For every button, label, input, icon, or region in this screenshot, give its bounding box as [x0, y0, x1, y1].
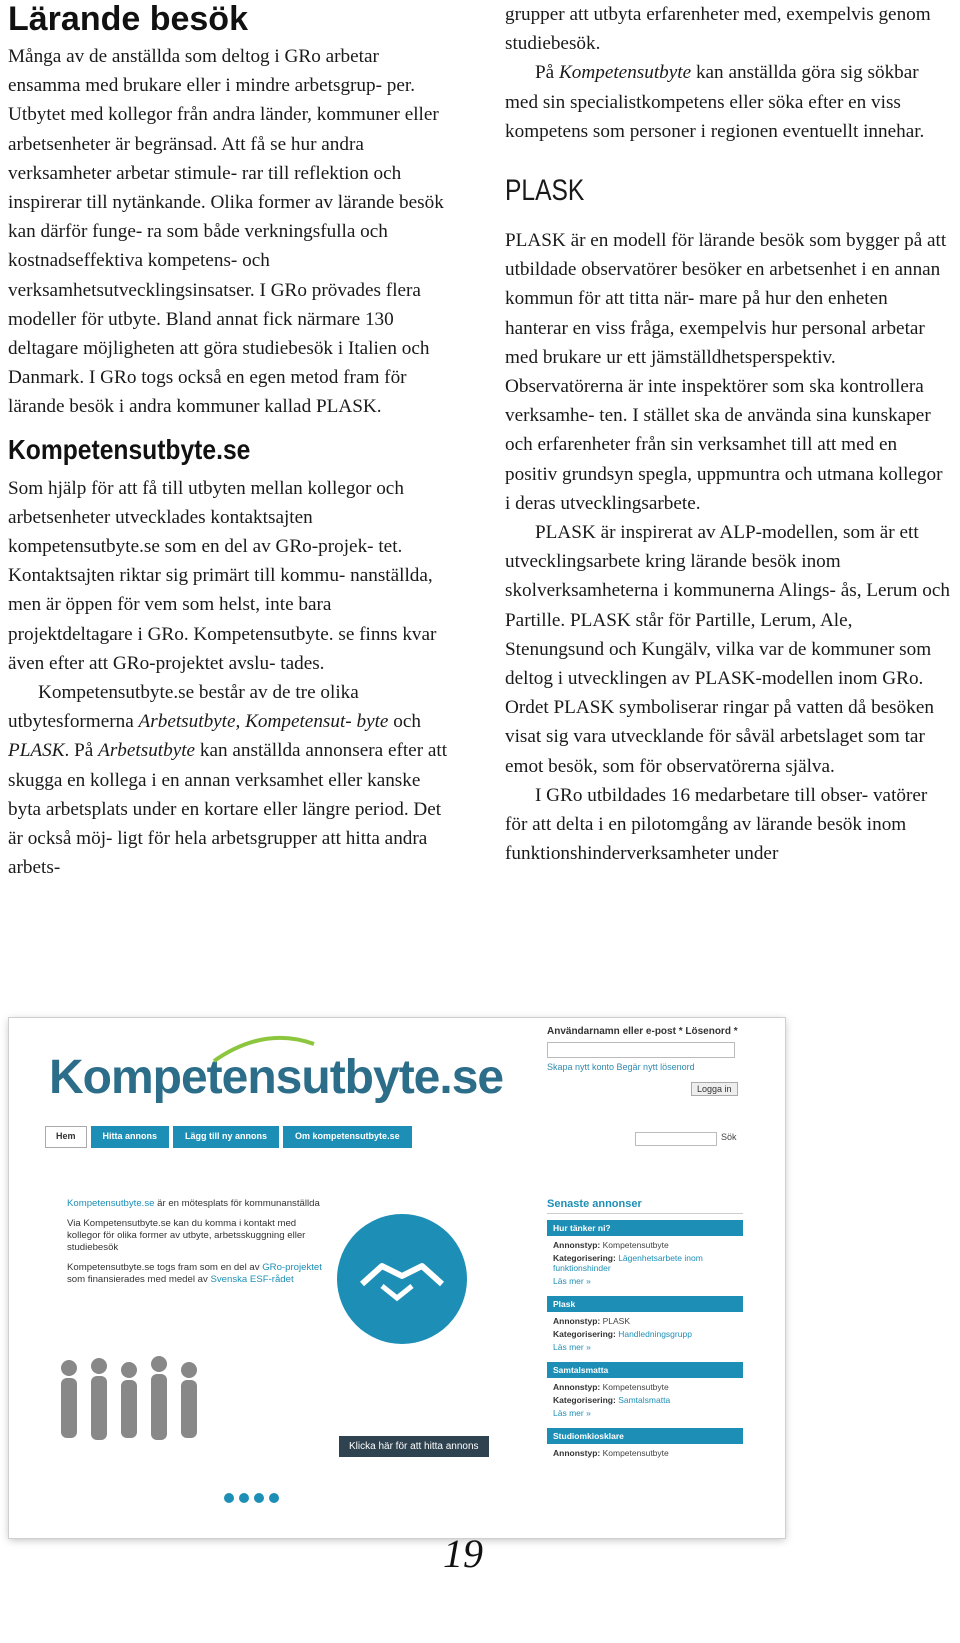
text-run: På — [535, 62, 559, 84]
promo-line-3 — [67, 1262, 327, 1286]
handshake-circle — [337, 1214, 467, 1344]
ad-category-value[interactable]: Samtalsmatta — [618, 1395, 671, 1405]
ad-type-row — [553, 1382, 743, 1392]
ad-type-row — [553, 1240, 743, 1250]
ad-type-value: Kompetensutbyte — [602, 1448, 669, 1458]
nav-item-about[interactable]: Om kompetensutbyte.se — [283, 1126, 412, 1148]
sidebar-title: Senaste annonser — [547, 1198, 743, 1214]
nav-item-find-ad[interactable]: Hitta annons — [91, 1126, 170, 1148]
site-nav — [45, 1126, 416, 1148]
kompetensutbyte-paragraph-2 — [8, 678, 456, 882]
continued-paragraph: grupper att utbyta erfarenheter med, exempelvis genom studiebesök. — [505, 4, 931, 55]
site-logo: Kompetensutbyte.se — [49, 1051, 504, 1104]
ad-item[interactable] — [547, 1220, 743, 1286]
ad-type-value: Kompetensutbyte — [602, 1240, 669, 1250]
text-run: Kompetensutbyte.se togs fram som en del av — [67, 1262, 263, 1273]
website-screenshot — [9, 1018, 785, 1538]
italic-term: PLASK — [8, 740, 65, 762]
read-more-link[interactable]: Läs mer » — [553, 1276, 591, 1286]
gro-link[interactable]: GRo-projektet — [262, 1262, 322, 1273]
latest-ads-sidebar — [547, 1198, 743, 1468]
promo-link[interactable]: Kompetensutbyte.se — [67, 1198, 155, 1209]
italic-term: Arbetsutbyte — [98, 740, 196, 762]
intro-paragraph: Många av de anställda som deltog i GRo arbetar ensamma med brukare eller i mindre arbetsgrup- per. Utbytet med kollegor från andra länder, kommuner eller arbetsenheter är begränsad. Att få se hur andra verksamheter arbetar stimule- rar till reflektion och inspirerar till nytänkande. Olika former av lärande besök kan därför funge- ra som både verkningsfulla och kostnadseffektiva kompetens- och verksamhetsutvecklingsinsatser. I GRo prövades flera modeller för utbyte. Bland annat fick närmare 130 deltagare möjligheten att göra studiebesök i Italien och Danmark. I GRo togs också en egen metod fram för lärande besök i andra kommuner kallad PLASK. — [8, 46, 444, 418]
ad-item[interactable] — [547, 1362, 743, 1418]
text-run: kan anställda annonsera efter att skugga en kollega i en annan verksamhet eller kanske byta arbetsplats under en kortare eller längre period. Det är också möj- ligt för hela arbetsgrupper att hitta andra arbets- — [8, 740, 448, 879]
ad-type-value: Kompetensutbyte — [602, 1382, 669, 1392]
ad-type-row — [553, 1448, 743, 1458]
ad-category-value[interactable]: Handledningsgrupp — [618, 1329, 692, 1339]
left-column — [8, 0, 456, 882]
nav-item-home[interactable]: Hem — [45, 1126, 87, 1148]
ad-type-key: Annonstyp: — [553, 1316, 601, 1326]
text-run: och — [388, 711, 421, 733]
ad-category-value[interactable]: Lägenhetsarbete inom funktionshinder — [553, 1253, 703, 1273]
people-illustration — [49, 1348, 349, 1528]
login-input[interactable] — [547, 1042, 735, 1058]
nav-item-new-ad[interactable]: Lägg till ny annons — [173, 1126, 279, 1148]
kompetensutbyte-paragraph-1: Som hjälp för att få till utbyten mellan kollegor och arbetsenheter utvecklades kontaktsajten kompetensutbyte.se som en del av GRo-projek- tet. Kontaktsajten riktar sig primärt till kommu- nanställda, men är öppen för vem som helst, inte bara projektdeltagare i GRo. Kompetensutbyte. se finns kvar även efter att GRo-projektet avslu- tades. — [8, 477, 437, 674]
read-more-link[interactable]: Läs mer » — [553, 1408, 591, 1418]
promo-text — [67, 1198, 327, 1294]
section-heading-kompetensutbyte: Kompetensutbyte.se — [8, 433, 251, 465]
kompetensutbyte-search-paragraph — [505, 58, 952, 146]
page-number: 19 — [443, 1531, 483, 1576]
login-label: Användarnamn eller e-post * Lösenord * — [547, 1026, 738, 1037]
ad-category-key: Kategorisering: — [553, 1253, 616, 1263]
logo-swirl-icon — [209, 1026, 319, 1066]
plask-paragraph-3: I GRo utbildades 16 medarbetare till obser- vatörer för att delta i en pilotomgång av lärande besök inom funktionshinderverksamheter under — [505, 784, 928, 865]
ad-type-row — [553, 1316, 743, 1326]
text-run: . På — [64, 740, 99, 762]
search-input[interactable] — [635, 1132, 717, 1146]
text-run: som finansierades med medel av — [67, 1274, 211, 1285]
page-title: Lärande besök — [8, 0, 248, 38]
login-links[interactable]: Skapa nytt konto Begär nytt lösenord — [547, 1062, 695, 1072]
section-heading-plask: PLASK — [505, 174, 585, 208]
ad-category-row — [553, 1329, 743, 1339]
login-button[interactable]: Logga in — [691, 1082, 738, 1096]
esf-link[interactable]: Svenska ESF-rådet — [210, 1274, 294, 1285]
ad-category-row — [553, 1253, 743, 1273]
italic-term: Kompetensutbyte — [558, 62, 692, 84]
plask-paragraph-2: PLASK är inspirerat av ALP-modellen, som är ett utvecklingsarbete kring lärande besök inom skolverksamheterna i kommunerna Alings- ås, Lerum och Partille. PLASK står för Partille, Lerum, Ale, Stenungsund och Kungälv, vilka var de kommuner som deltog i utvecklingen av PLASK-modellen inom GRo. Ordet PLASK symboliserar ringar på vatten då besöken visat sig vara utvecklande för såväl arbetslaget som tar emot besök, som för observatörerna själva. — [505, 522, 950, 777]
text-run: är en mötesplats för kommunanställda — [154, 1198, 320, 1209]
plask-paragraph-1: PLASK är en modell för lärande besök som bygger på att utbildade observatörer besöker en arbetsenhet i en annan kommun för att titta när- mare på hur den enheten hanterar en viss fråga, exempelvis hur personal arbetar med brukare ur ett jämställdhetsperspektiv. Observatörerna är inte inspektörer som ska kontrollera verksamhe- ten. I stället ska de använda sina kunskaper och erfarenheter från sin verksamhet till att med en positiv grundsyn spegla, uppmuntra och utmana kollegor i deras utvecklingsarbete. — [505, 230, 947, 514]
right-column — [505, 0, 952, 868]
ad-item[interactable] — [547, 1296, 743, 1352]
ad-type-key: Annonstyp: — [553, 1448, 601, 1458]
ad-item[interactable] — [547, 1428, 743, 1458]
text-run: Kompetensutbyte.se består av de tre olika utbytesformerna — [8, 682, 359, 733]
italic-term: Arbetsutbyte, Kompetensut- byte — [138, 711, 389, 733]
ad-title[interactable]: Samtalsmatta — [547, 1362, 743, 1378]
find-ad-cta[interactable]: Klicka här för att hitta annons — [339, 1436, 489, 1457]
ad-type-key: Annonstyp: — [553, 1382, 601, 1392]
ad-category-key: Kategorisering: — [553, 1395, 616, 1405]
ad-category-row — [553, 1395, 743, 1405]
ad-title[interactable]: Studiomkiosklare — [547, 1428, 743, 1444]
promo-line-2: Via Kompetensutbyte.se kan du komma i kontakt med kollegor för olika former av utbyte, arbetsskuggning eller studiebesök — [67, 1218, 306, 1253]
search-button[interactable]: Sök — [721, 1132, 737, 1142]
ad-type-key: Annonstyp: — [553, 1240, 601, 1250]
ad-title[interactable]: Hur tänker ni? — [547, 1220, 743, 1236]
ad-title[interactable]: Plask — [547, 1296, 743, 1312]
ad-type-value: PLASK — [602, 1316, 630, 1326]
read-more-link[interactable]: Läs mer » — [553, 1342, 591, 1352]
promo-line-1 — [67, 1198, 327, 1210]
ad-category-key: Kategorisering: — [553, 1329, 616, 1339]
text-run: kan anställda göra sig sökbar med sin specialistkompetens eller söka efter en viss kompetens som personer i regionen eventuellt innehar. — [505, 62, 925, 142]
handshake-icon — [337, 1214, 467, 1344]
